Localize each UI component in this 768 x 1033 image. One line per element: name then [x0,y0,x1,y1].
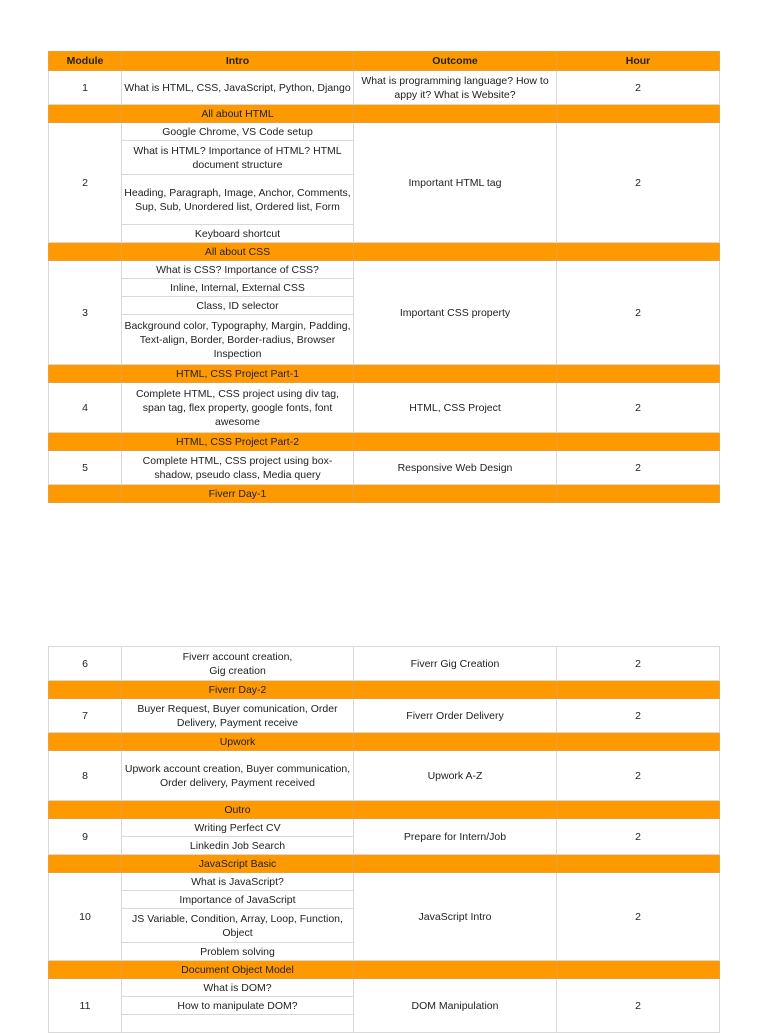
intro-cell: Complete HTML, CSS project using div tag, span tag, flex property, google fonts, font awesome [122,383,354,433]
intro-cell: Complete HTML, CSS project using box-shadow, pseudo class, Media query [122,451,354,485]
section-title: Outro [122,801,354,819]
curriculum-table-page-1 [48,51,720,503]
section-row [49,961,720,979]
intro-cell: What is HTML? Importance of HTML? HTML document structure [122,141,354,175]
section-row [49,105,720,123]
outcome-cell: Important HTML tag [354,123,557,243]
module-row-8 [49,751,720,801]
outcome-cell: Prepare for Intern/Job [354,819,557,855]
intro-cell: Writing Perfect CV [122,819,354,837]
module-number: 7 [49,699,122,733]
module-number: 10 [49,873,122,961]
outcome-cell: Fiverr Gig Creation [354,647,557,681]
module-row-5 [49,451,720,485]
intro-cell: What is CSS? Importance of CSS? [122,261,354,279]
intro-cell: Buyer Request, Buyer comunication, Order Delivery, Payment receive [122,699,354,733]
outcome-cell: What is programming language? How to appy it? What is Website? [354,71,557,105]
module-row-7 [49,699,720,733]
hour-cell: 2 [557,751,720,801]
intro-cell: Class, ID selector [122,297,354,315]
section-row [49,733,720,751]
section-title: HTML, CSS Project Part-2 [122,433,354,451]
outcome-cell: Important CSS property [354,261,557,365]
module-number: 1 [49,71,122,105]
hour-cell: 2 [557,647,720,681]
hour-cell: 2 [557,71,720,105]
section-title: HTML, CSS Project Part-1 [122,365,354,383]
intro-cell: What is JavaScript? [122,873,354,891]
intro-line: Gig creation [209,664,266,677]
module-number: 2 [49,123,122,243]
section-row [49,365,720,383]
intro-cell [122,647,354,681]
module-number: 5 [49,451,122,485]
section-row [49,855,720,873]
module-number: 9 [49,819,122,855]
outcome-cell: Responsive Web Design [354,451,557,485]
module-number: 11 [49,979,122,1033]
intro-cell: Google Chrome, VS Code setup [122,123,354,141]
header-module: Module [49,52,122,71]
section-row [49,681,720,699]
intro-cell: What is DOM? [122,979,354,997]
module-row-3 [49,261,720,279]
curriculum-table-page-2 [48,646,720,1033]
intro-cell: Linkedin Job Search [122,837,354,855]
header-row [49,52,720,71]
outcome-cell: Upwork A-Z [354,751,557,801]
intro-cell: What is HTML, CSS, JavaScript, Python, Django [122,71,354,105]
module-row-11 [49,979,720,997]
intro-cell: Heading, Paragraph, Image, Anchor, Comments, Sup, Sub, Unordered list, Ordered list, Form [122,175,354,225]
module-row-2 [49,123,720,141]
hour-cell: 2 [557,699,720,733]
intro-cell: Importance of JavaScript [122,891,354,909]
section-title: Fiverr Day-1 [122,485,354,503]
header-outcome: Outcome [354,52,557,71]
module-row-6 [49,647,720,681]
section-title: All about HTML [122,105,354,123]
section-row [49,485,720,503]
module-number: 4 [49,383,122,433]
section-row [49,433,720,451]
hour-cell: 2 [557,261,720,365]
hour-cell: 2 [557,383,720,433]
intro-cell: Problem solving [122,943,354,961]
hour-cell: 2 [557,451,720,485]
header-intro: Intro [122,52,354,71]
hour-cell: 2 [557,873,720,961]
module-row-9 [49,819,720,837]
header-hour: Hour [557,52,720,71]
module-row-10 [49,873,720,891]
outcome-cell: HTML, CSS Project [354,383,557,433]
module-number: 8 [49,751,122,801]
outcome-cell: DOM Manipulation [354,979,557,1033]
module-number: 3 [49,261,122,365]
section-title: Document Object Model [122,961,354,979]
hour-cell: 2 [557,979,720,1033]
module-row-1 [49,71,720,105]
outcome-cell: Fiverr Order Delivery [354,699,557,733]
intro-cell: Keyboard shortcut [122,225,354,243]
intro-cell: Upwork account creation, Buyer communication, Order delivery, Payment received [122,751,354,801]
module-row-4 [49,383,720,433]
outcome-cell: JavaScript Intro [354,873,557,961]
section-title: All about CSS [122,243,354,261]
hour-cell: 2 [557,123,720,243]
section-title: Upwork [122,733,354,751]
intro-cell: How to manipulate DOM? [122,997,354,1015]
intro-line: Fiverr account creation, [182,650,293,663]
intro-cell: Inline, Internal, External CSS [122,279,354,297]
hour-cell: 2 [557,819,720,855]
module-number: 6 [49,647,122,681]
section-row [49,243,720,261]
section-title: JavaScript Basic [122,855,354,873]
section-title: Fiverr Day-2 [122,681,354,699]
section-row [49,801,720,819]
intro-cell: Background color, Typography, Margin, Padding, Text-align, Border, Border-radius, Browser Inspection [122,315,354,365]
intro-cell: JS Variable, Condition, Array, Loop, Function, Object [122,909,354,943]
